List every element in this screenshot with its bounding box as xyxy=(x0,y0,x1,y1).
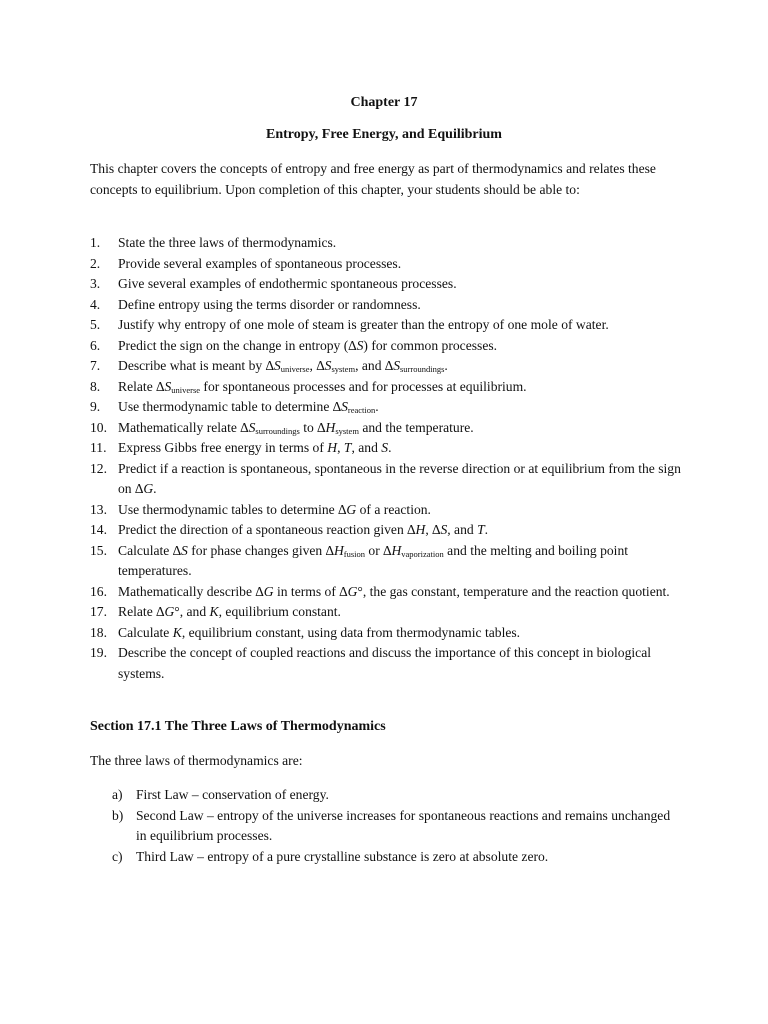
chapter-label: Chapter 17 xyxy=(350,95,418,110)
objective-text: Define entropy using the terms disorder or randomness. xyxy=(118,296,421,312)
objective-number: 12. xyxy=(90,460,107,476)
objective-text: Relate $\Delta S_{universe}$ for spontaneous processes and for processes at equilibrium. xyxy=(118,378,527,395)
objective-number: 10. xyxy=(90,419,107,435)
objective-text: Mathematically describe ∆G in terms of ∆G°, the gas constant, temperature and the reaction quotient. xyxy=(118,583,670,599)
objective-number: 7. xyxy=(90,358,101,373)
law-item xyxy=(112,806,682,847)
objective-item xyxy=(90,582,690,603)
objective-item xyxy=(90,541,690,582)
objective-number: 13. xyxy=(90,501,107,517)
objective-item xyxy=(90,643,690,684)
objective-number: 18. xyxy=(90,624,107,640)
objective-item xyxy=(90,500,690,521)
objective-text: Use thermodynamic table to determine $\Delta S_{reaction}$. xyxy=(118,399,379,415)
objective-number: 3. xyxy=(90,276,101,291)
law-text: Second Law – entropy of the universe increases for spontaneous reactions and remains unchanged in equilibrium processes. xyxy=(136,807,671,843)
section-heading: Section 17.1 The Three Laws of Thermodynamics xyxy=(90,719,386,734)
objective-number: 14. xyxy=(90,522,107,537)
objective-number: 11. xyxy=(90,440,107,455)
objective-item xyxy=(90,438,690,459)
law-text: First Law – conservation of energy. xyxy=(136,787,329,802)
objective-number: 6. xyxy=(90,337,101,353)
objective-text: Describe the concept of coupled reactions and discuss the importance of this concept in biological systems. xyxy=(118,645,652,681)
objective-item xyxy=(90,602,690,623)
objective-item xyxy=(90,397,690,418)
chapter-title: Entropy, Free Energy, and Equilibrium xyxy=(266,127,502,142)
objective-text: Give several examples of endothermic spontaneous processes. xyxy=(118,276,457,291)
intro-paragraph: This chapter covers the concepts of entropy and free energy as part of thermodynamics and relates these concepts to equilibrium. Upon completion of this chapter, your students should be able to: xyxy=(90,161,656,197)
law-letter: a) xyxy=(112,787,123,802)
objective-text: Predict if a reaction is spontaneous, spontaneous in the reverse direction or at equilibrium from the sign on ∆G. xyxy=(118,460,681,496)
objective-number: 2. xyxy=(90,255,101,271)
objective-item xyxy=(90,459,690,500)
objective-item xyxy=(90,295,690,316)
objective-item xyxy=(90,356,690,377)
objective-text: Express Gibbs free energy in terms of H, T, and S. xyxy=(118,440,392,455)
objective-text: Predict the sign on the change in entropy (∆S) for common processes. xyxy=(118,337,498,353)
objective-text: Predict the direction of a spontaneous reaction given ∆H, ∆S, and T. xyxy=(118,522,489,537)
objective-text: Mathematically relate $\Delta S_{surroundings}$ to $\Delta H_{system}$ and the temperature. xyxy=(118,419,474,436)
objective-text: Provide several examples of spontaneous processes. xyxy=(118,255,402,271)
objective-item xyxy=(90,520,690,541)
objective-text: Calculate ∆S for phase changes given $\Delta H_{fusion}$ or $\Delta H_{vaporization}$ and the melting and boiling point temperatures. xyxy=(118,542,629,578)
objective-text: Describe what is meant by $\Delta S_{universe}$, $\Delta S_{system}$, and $\Delta S_{surroundings}$. xyxy=(118,358,448,374)
law-item xyxy=(112,847,682,868)
objective-text: State the three laws of thermodynamics. xyxy=(118,235,337,250)
learning-objectives-list xyxy=(90,233,690,684)
law-text: Third Law – entropy of a pure crystalline substance is zero at absolute zero. xyxy=(136,848,549,864)
objective-item xyxy=(90,377,690,398)
objective-text: Relate ∆G°, and K, equilibrium constant. xyxy=(118,604,341,619)
objective-number: 17. xyxy=(90,604,107,619)
law-letter: c) xyxy=(112,848,123,864)
objective-item xyxy=(90,254,690,275)
objective-item xyxy=(90,623,690,644)
objective-item xyxy=(90,336,690,357)
objective-item xyxy=(90,418,690,439)
objective-text: Use thermodynamic tables to determine ∆G of a reaction. xyxy=(118,501,431,517)
objective-item xyxy=(90,315,690,336)
objective-number: 4. xyxy=(90,296,101,312)
objective-item xyxy=(90,233,690,254)
objective-text: Calculate K, equilibrium constant, using data from thermodynamic tables. xyxy=(118,624,521,640)
laws-list xyxy=(112,785,682,867)
law-letter: b) xyxy=(112,807,124,823)
objective-number: 5. xyxy=(90,317,101,332)
objective-text: Justify why entropy of one mole of steam is greater than the entropy of one mole of water. xyxy=(118,317,609,332)
laws-intro: The three laws of thermodynamics are: xyxy=(90,753,303,768)
objective-item xyxy=(90,274,690,295)
objective-number: 8. xyxy=(90,378,101,394)
objective-number: 16. xyxy=(90,583,107,599)
law-item xyxy=(112,785,682,806)
objective-number: 19. xyxy=(90,645,107,660)
objective-number: 9. xyxy=(90,399,101,414)
objective-number: 1. xyxy=(90,235,101,250)
objective-number: 15. xyxy=(90,542,107,558)
